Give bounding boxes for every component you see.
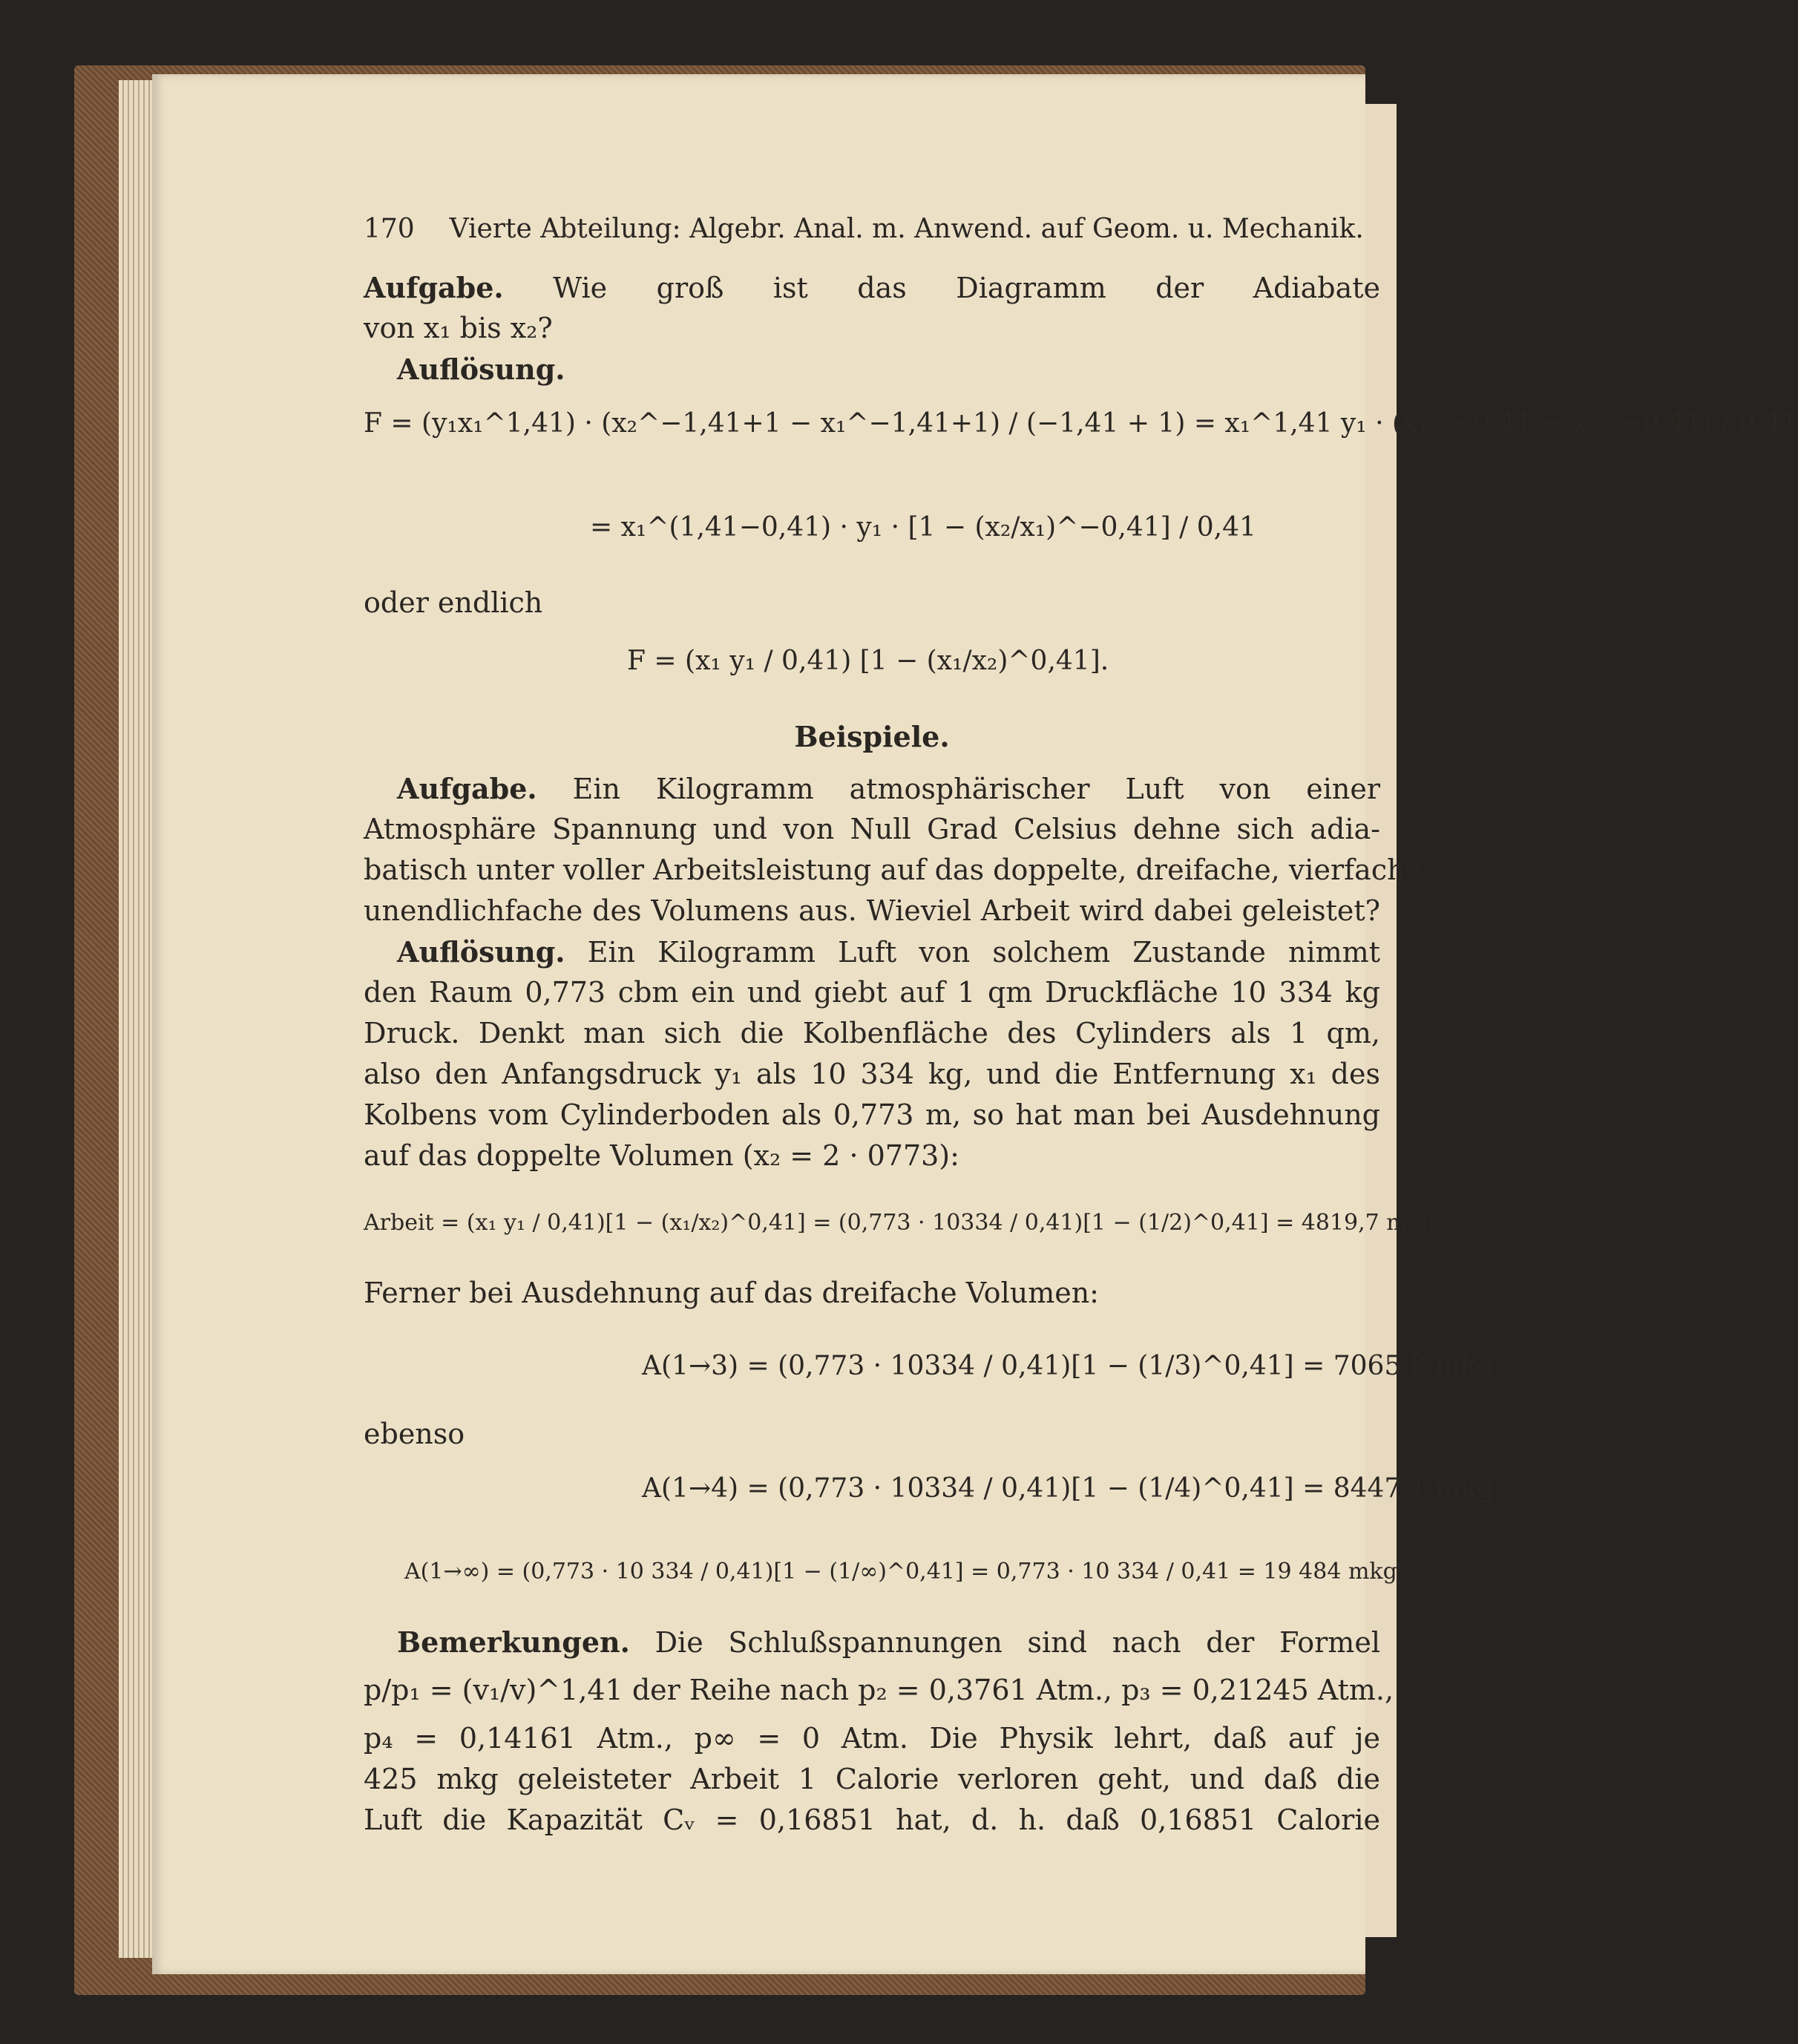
running-head (364, 214, 1380, 244)
task-2-line-1: Aufgabe. Ein Kilogramm atmosphärischer Luft von einer (397, 772, 1380, 805)
equation-a3: A(1→3) = (0,773 · 10334 / 0,41)[1 − (1/3)^0,41] = 7065,8 mkg; (642, 1351, 1503, 1381)
examples-heading: Beispiele. (794, 720, 950, 753)
remarks-line-4: 425 mkg geleisteter Arbeit 1 Calorie verloren geht, und daß die (364, 1763, 1380, 1795)
solution-2-line-4: also den Anfangsdruck y₁ als 10 334 kg, und die Entfernung x₁ des (364, 1058, 1380, 1090)
book-page (152, 74, 1798, 1974)
remarks-line-3: p₄ = 0,14161 Atm., p∞ = 0 Atm. Die Physik lehrt, daß auf je (364, 1722, 1380, 1755)
task-2-line-2: Atmosphäre Spannung und von Null Grad Celsius dehne sich adia- (364, 813, 1380, 845)
task-2-label: Aufgabe. (397, 772, 537, 805)
remarks-label: Bemerkungen. (397, 1625, 630, 1659)
solution-1-label: Auflösung. (397, 353, 565, 386)
solution-2-line-2: den Raum 0,773 cbm ein und giebt auf 1 qm Druckfläche 10 334 kg (364, 976, 1380, 1009)
solution-2-line-5: Kolbens vom Cylinderboden als 0,773 m, so hat man bei Ausdehnung (364, 1098, 1380, 1131)
equation-3: F = (x₁ y₁ / 0,41) [1 − (x₁/x₂)^0,41]. (627, 646, 1109, 676)
task-1-label: Aufgabe. (364, 271, 504, 304)
page-number: 170 (364, 214, 415, 244)
task-1-text-2: von x₁ bis x₂? (364, 312, 553, 344)
running-title: Vierte Abteilung: Algebr. Anal. m. Anwend. auf Geom. u. Mechanik. (449, 214, 1364, 244)
solution-2-line-6: auf das doppelte Volumen (x₂ = 2 · 0773): (364, 1139, 959, 1172)
equation-ainf: A(1→∞) = (0,773 · 10 334 / 0,41)[1 − (1/∞)^0,41] = 0,773 · 10 334 / 0,41 = 19 484 mkg. (404, 1559, 1405, 1585)
solution-2-line-1: Auflösung. Ein Kilogramm Luft von solchem Zustande nimmt (397, 935, 1380, 969)
work-equation: Arbeit = (x₁ y₁ / 0,41)[1 − (x₁/x₂)^0,41] = (0,773 · 10334 / 0,41)[1 − (1/2)^0,41] = 4819,7 mkg. (364, 1210, 1443, 1236)
solution-2-label: Auflösung. (397, 935, 565, 969)
equation-a4: A(1→4) = (0,773 · 10334 / 0,41)[1 − (1/4)^0,41] = 8447,1 mkg; (642, 1473, 1503, 1504)
or-finally-text: oder endlich (364, 586, 543, 619)
task-2-line-3: batisch unter voller Arbeitsleistung auf das doppelte, dreifache, vierfache, (364, 854, 1431, 886)
remarks-line-5: Luft die Kapazität Cᵥ = 0,16851 hat, d. h. daß 0,16851 Calorie (364, 1804, 1380, 1836)
likewise-text: ebenso (364, 1418, 465, 1450)
equation-1: F = (y₁x₁^1,41) · (x₂^−1,41+1 − x₁^−1,41+1) / (−1,41 + 1) = x₁^1,41 y₁ · (x₁^−0,41 − x₂^−0,41) / 0,41 (364, 408, 1798, 439)
task-1-text: Wie groß ist das Diagramm der Adiabate (553, 272, 1380, 304)
remarks-line-2: p/p₁ = (v₁/v)^1,41 der Reihe nach p₂ = 0,3761 Atm., p₃ = 0,21245 Atm., (364, 1674, 1394, 1706)
task-1 (364, 271, 1380, 304)
equation-2: = x₁^(1,41−0,41) · y₁ · [1 − (x₂/x₁)^−0,41] / 0,41 (590, 512, 1256, 543)
remarks-line-1: Bemerkungen. Die Schlußspannungen sind nach der Formel (397, 1625, 1380, 1659)
further-text: Ferner bei Ausdehnung auf das dreifache Volumen: (364, 1277, 1099, 1309)
solution-2-line-3: Druck. Denkt man sich die Kolbenfläche des Cylinders als 1 qm, (364, 1017, 1380, 1049)
task-2-line-4: unendlichfache des Volumens aus. Wieviel Arbeit wird dabei geleistet? (364, 894, 1380, 927)
